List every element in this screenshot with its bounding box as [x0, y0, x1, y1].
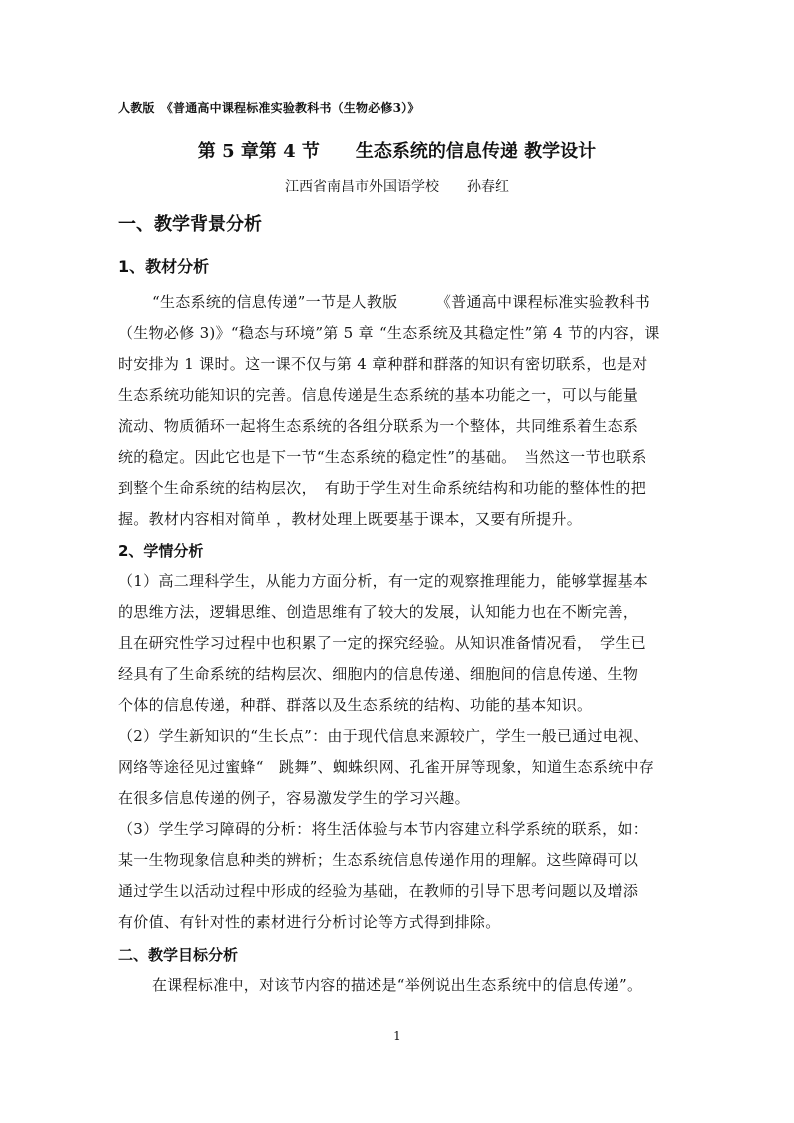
paragraph-line: 统的稳定。因此它也是下一节“生态系统的稳定性”的基础。 当然这一节也联系	[118, 448, 647, 466]
page-number: 1	[393, 1029, 401, 1043]
paragraph-line: 经具有了生命系统的结构层次、细胞内的信息传递、细胞间的信息传递、生物	[118, 665, 639, 683]
paragraph-line: 有价值、有针对性的素材进行分析讨论等方式得到排除。	[118, 913, 501, 931]
subsection-heading-students: 2、学情分析	[118, 542, 204, 560]
paragraph-line: （3）学生学习障碍的分析：将生活体验与本节内容建立科学系统的联系，如：	[118, 820, 649, 838]
paragraph-line: 的思维方法，逻辑思维、创造思维有了较大的发展，认知能力也在不断完善，	[118, 603, 639, 621]
paragraph-line: 到整个生命系统的结构层次， 有助于学生对生命系统结构和功能的整体性的把	[118, 479, 647, 497]
paragraph-line: 且在研究性学习过程中也积累了一定的探究经验。从知识准备情况看， 学生已	[118, 634, 647, 652]
book-title: 《普通高中课程标准实验教科书（生物必修3）》	[166, 101, 420, 115]
paragraph-line: 网络等途径见过蜜蜂“ 跳舞”、蜘蛛织网、孔雀开屏等现象，知道生态系统中存	[118, 758, 655, 776]
paragraph-line: 在很多信息传递的例子，容易激发学生的学习兴趣。	[118, 789, 470, 807]
paragraph-line: 流动、物质循环一起将生态系统的各组分联系为一个整体，共同维系着生态系	[118, 417, 639, 435]
book-header	[118, 99, 420, 116]
paragraph-line: 某一生物现象信息种类的辨析；生态系统信息传递作用的理解。这些障碍可以	[118, 851, 639, 869]
section-heading-background: 一、教学背景分析	[118, 214, 262, 235]
paragraph-line: 生态系统功能知识的完善。信息传递是生态系统的基本功能之一，可以与能量	[118, 386, 639, 404]
paragraph-line: （1）高二理科学生，从能力方面分析，有一定的观察推理能力，能够掌握基本	[118, 572, 649, 590]
page-title: 第 5 章第 4 节 生态系统的信息传递 教学设计	[197, 141, 597, 162]
paragraph-line: 个体的信息传递，种群、群落以及生态系统的结构、功能的基本知识。	[118, 696, 593, 714]
publisher-label: 人教版	[118, 101, 155, 115]
paragraph-line: （2）学生新知识的“生长点”：由于现代信息来源较广，学生一般已通过电视、	[118, 727, 649, 745]
paragraph-line: 时安排为 1 课时。这一课不仅与第 4 章种群和群落的知识有密切联系，也是对	[118, 355, 648, 373]
paragraph-line: 在课程标准中，对该节内容的描述是“举例说出生态系统中的信息传递”。	[152, 976, 643, 994]
paragraph-line: 握。教材内容相对简单 ，教材处理上既要基于课本，又要有所提升。	[118, 510, 583, 528]
subsection-heading-textbook: 1、教材分析	[118, 257, 210, 276]
paragraph-line: （生物必修 3)》“稳态与环境”第 5 章 “生态系统及其稳定性”第 4 节的内容，课	[118, 324, 660, 342]
section-heading-objectives: 二、教学目标分析	[118, 946, 239, 964]
paragraph-line: “生态系统的信息传递”一节是人教版 《普通高中课程标准实验教科书	[152, 293, 651, 311]
author-line: 江西省南昌市外国语学校 孙春红	[285, 179, 509, 195]
paragraph-line: 通过学生以活动过程中形成的经验为基础，在教师的引导下思考问题以及增添	[118, 882, 639, 900]
